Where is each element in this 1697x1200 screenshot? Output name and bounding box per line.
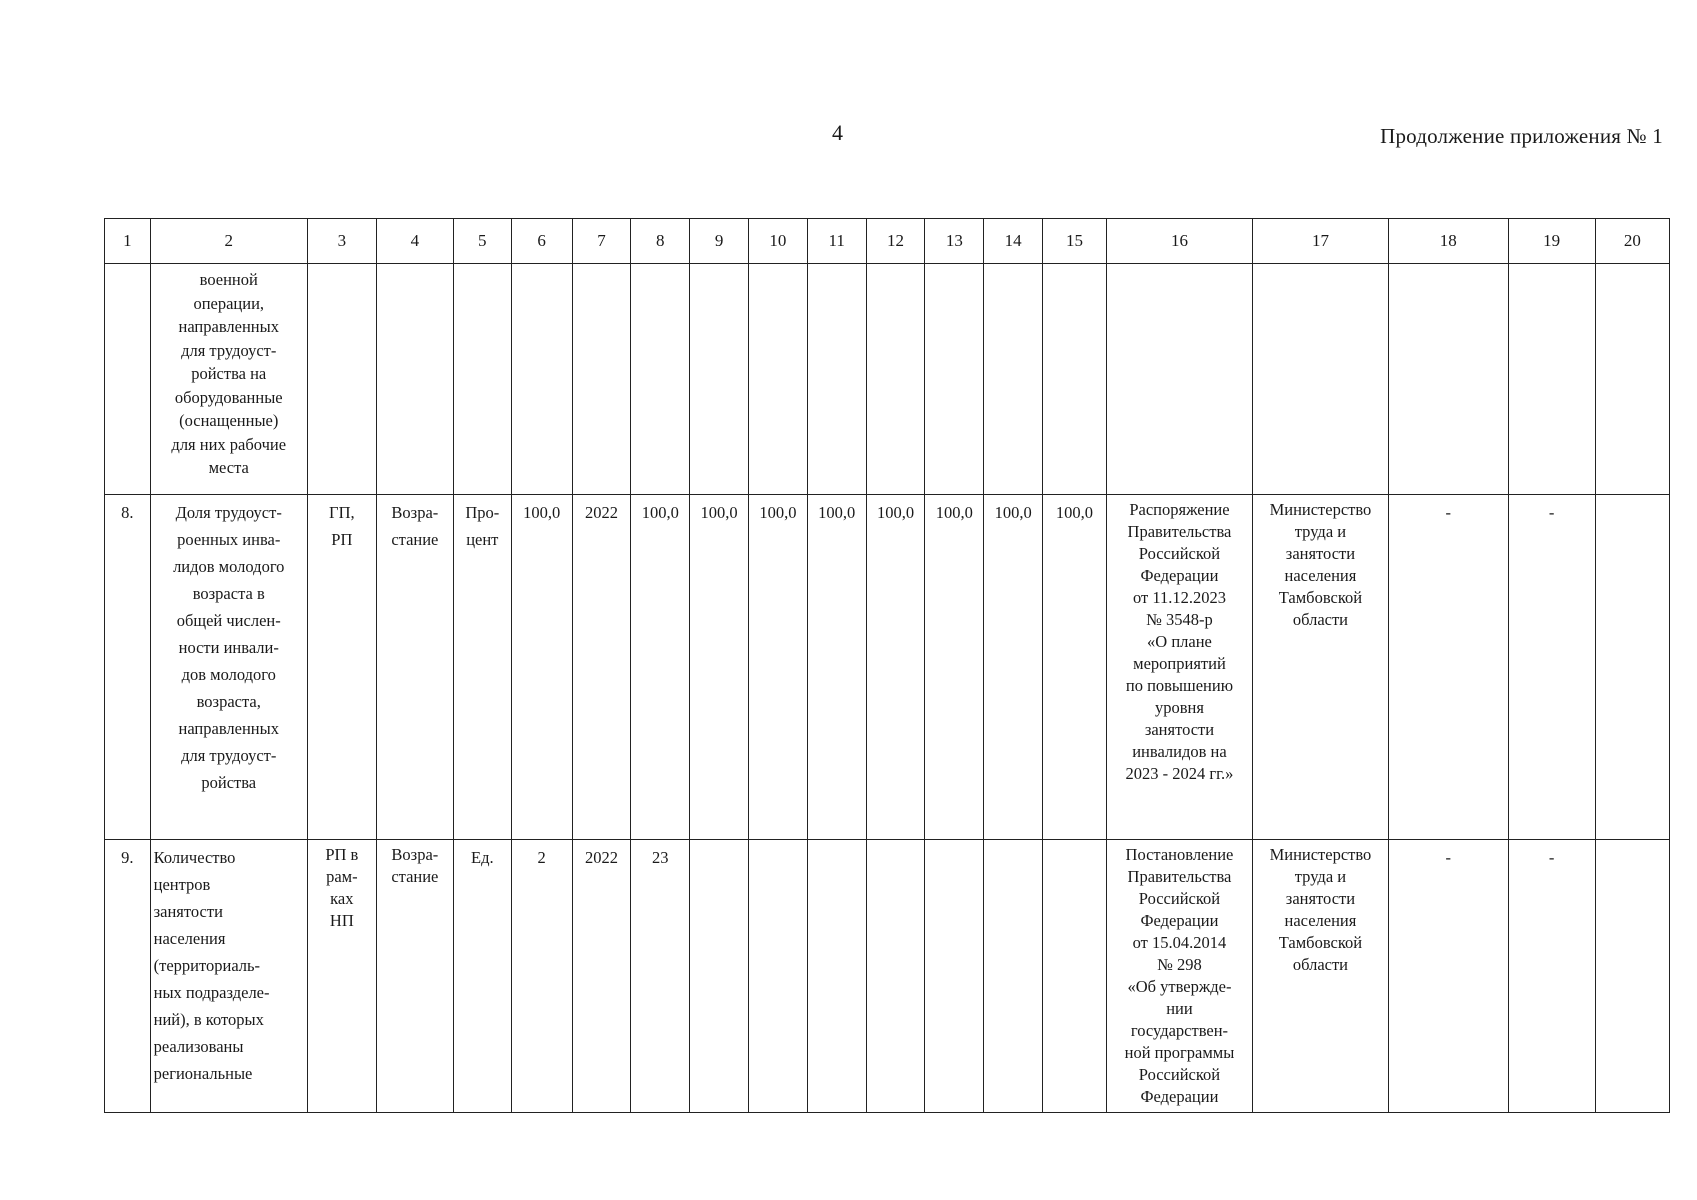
column-number: 19 bbox=[1508, 219, 1595, 264]
value-cell: 100,0 bbox=[631, 495, 690, 840]
unit: Про- цент bbox=[453, 495, 511, 840]
table-cell bbox=[376, 264, 453, 495]
value-cell bbox=[866, 840, 925, 1113]
base-year: 2022 bbox=[572, 840, 631, 1113]
table-cell bbox=[572, 264, 631, 495]
value-cell bbox=[984, 840, 1043, 1113]
column-number: 11 bbox=[807, 219, 866, 264]
column-number: 5 bbox=[453, 219, 511, 264]
trend: Возра- стание bbox=[376, 840, 453, 1113]
col18-cell: - bbox=[1388, 840, 1508, 1113]
trend: Возра- стание bbox=[376, 495, 453, 840]
table-cell bbox=[866, 264, 925, 495]
column-number: 3 bbox=[307, 219, 376, 264]
base-value: 100,0 bbox=[511, 495, 572, 840]
table-row bbox=[105, 495, 1670, 840]
table-cell bbox=[984, 264, 1043, 495]
table-cell bbox=[1043, 264, 1107, 495]
col19-cell: - bbox=[1508, 495, 1595, 840]
indicator-name bbox=[150, 840, 307, 1113]
column-number: 15 bbox=[1043, 219, 1107, 264]
base-year: 2022 bbox=[572, 495, 631, 840]
column-number: 6 bbox=[511, 219, 572, 264]
column-number: 18 bbox=[1388, 219, 1508, 264]
column-number-row bbox=[105, 219, 1670, 264]
table-cell bbox=[1508, 264, 1595, 495]
base-value: 2 bbox=[511, 840, 572, 1113]
responsible-body: Министерство труда и занятости населения Тамбовской области bbox=[1252, 495, 1388, 840]
column-number: 9 bbox=[690, 219, 749, 264]
column-number: 20 bbox=[1595, 219, 1669, 264]
column-number: 2 bbox=[150, 219, 307, 264]
column-number: 4 bbox=[376, 219, 453, 264]
indicator-name bbox=[150, 264, 307, 495]
column-number: 16 bbox=[1106, 219, 1252, 264]
column-number: 10 bbox=[748, 219, 807, 264]
value-cell: 100,0 bbox=[866, 495, 925, 840]
value-cell: 100,0 bbox=[925, 495, 984, 840]
column-number: 1 bbox=[105, 219, 151, 264]
appendix-title: Продолжение приложения № 1 bbox=[1380, 124, 1663, 148]
value-cell bbox=[748, 840, 807, 1113]
value-cell: 100,0 bbox=[807, 495, 866, 840]
table-cell bbox=[748, 264, 807, 495]
indicator-name-text: Доля трудоуст- роенных инва- лидов молодого возраста в общей числен- ности инвали- дов молодого возраста, направленных для трудоуст- ройства bbox=[173, 503, 285, 792]
indicator-name bbox=[150, 495, 307, 840]
table-cell bbox=[1106, 264, 1252, 495]
table-cell bbox=[511, 264, 572, 495]
value-cell bbox=[1043, 840, 1107, 1113]
indicators-table bbox=[104, 218, 1670, 1113]
program-level: ГП, РП bbox=[307, 495, 376, 840]
value-cell: 100,0 bbox=[984, 495, 1043, 840]
row-index: 8. bbox=[105, 495, 151, 840]
legal-document: Распоряжение Правительства Российской Федерации от 11.12.2023 № 3548-р «О плане мероприятий по повышению уровня занятости инвалидов на 2023 - 2024 гг.» bbox=[1106, 495, 1252, 840]
legal-document: Постановление Правительства Российской Федерации от 15.04.2014 № 298 «Об утвержде- нии государствен- ной программы Российской Федерации bbox=[1106, 840, 1252, 1113]
value-cell bbox=[807, 840, 866, 1113]
column-number: 13 bbox=[925, 219, 984, 264]
table-cell bbox=[1252, 264, 1388, 495]
table-row-continued bbox=[105, 264, 1670, 495]
col20-cell bbox=[1595, 495, 1669, 840]
value-cell bbox=[690, 840, 749, 1113]
col18-cell: - bbox=[1388, 495, 1508, 840]
table-cell bbox=[807, 264, 866, 495]
value-cell: 100,0 bbox=[1043, 495, 1107, 840]
column-number: 12 bbox=[866, 219, 925, 264]
table-cell bbox=[453, 264, 511, 495]
table-cell bbox=[1388, 264, 1508, 495]
column-number: 8 bbox=[631, 219, 690, 264]
value-cell: 100,0 bbox=[690, 495, 749, 840]
table-cell bbox=[631, 264, 690, 495]
col20-cell bbox=[1595, 840, 1669, 1113]
value-cell bbox=[925, 840, 984, 1113]
unit: Ед. bbox=[453, 840, 511, 1113]
column-number: 17 bbox=[1252, 219, 1388, 264]
table-cell bbox=[1595, 264, 1669, 495]
table-cell bbox=[307, 264, 376, 495]
column-number: 14 bbox=[984, 219, 1043, 264]
value-cell: 23 bbox=[631, 840, 690, 1113]
indicator-name-text: Количество центров занятости населения (территориаль- ных подразделе- ний), в которых реализованы региональные bbox=[153, 848, 270, 1083]
indicator-name-text: военной операции, направленных для трудоуст- ройства на оборудованные (оснащенные) для них рабочие места bbox=[171, 270, 287, 477]
page-number: 4 bbox=[832, 120, 843, 145]
responsible-body: Министерство труда и занятости населения Тамбовской области bbox=[1252, 840, 1388, 1113]
column-number: 7 bbox=[572, 219, 631, 264]
table-cell bbox=[690, 264, 749, 495]
col19-cell: - bbox=[1508, 840, 1595, 1113]
table-cell bbox=[105, 264, 151, 495]
value-cell: 100,0 bbox=[748, 495, 807, 840]
program-level: РП в рам- ках НП bbox=[307, 840, 376, 1113]
table-row bbox=[105, 840, 1670, 1113]
row-index: 9. bbox=[105, 840, 151, 1113]
table-cell bbox=[925, 264, 984, 495]
